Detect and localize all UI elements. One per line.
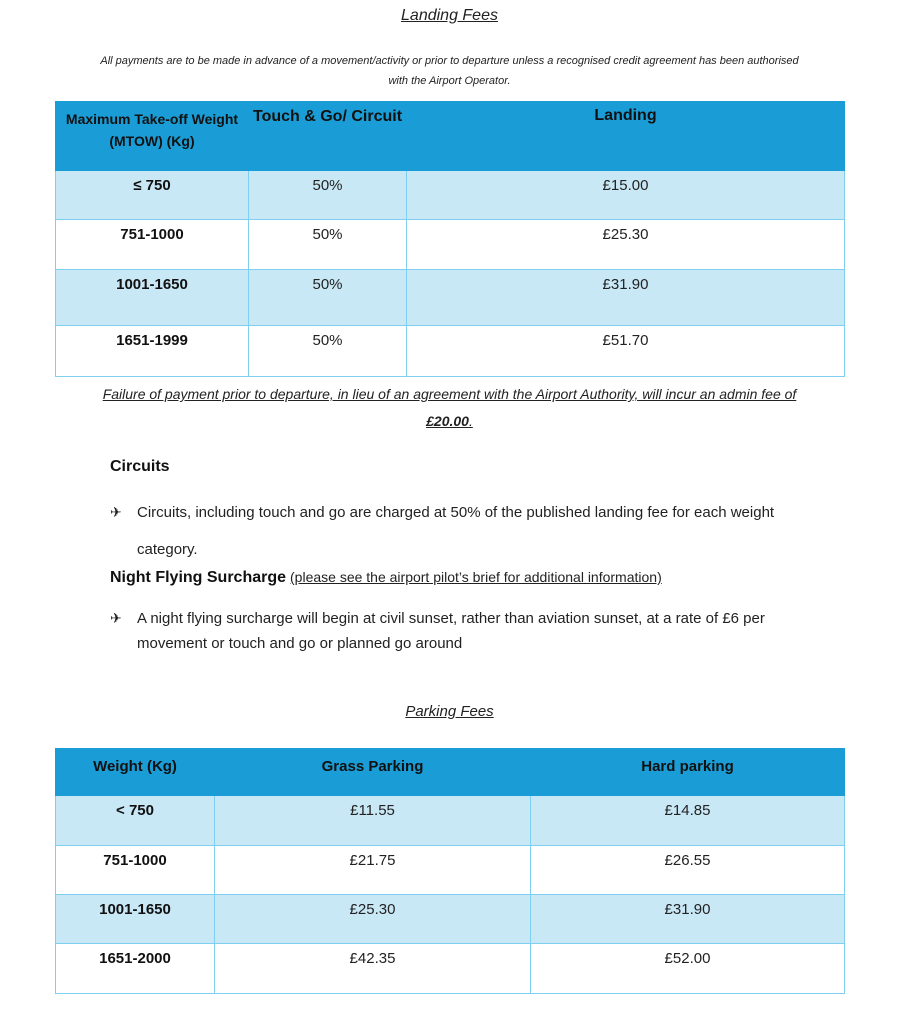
circuits-heading: Circuits [110, 458, 170, 475]
table-header-row [56, 102, 845, 171]
touch-go-cell: 50% [249, 270, 407, 326]
table-row [56, 796, 845, 846]
landing-cell: £15.00 [407, 171, 845, 220]
hard-cell: £14.85 [531, 796, 845, 846]
grass-cell: £42.35 [215, 944, 531, 994]
hard-cell: £26.55 [531, 846, 845, 895]
hard-cell: £52.00 [531, 944, 845, 994]
header-landing: Landing [407, 102, 845, 171]
admin-fee-amount: £20.00 [426, 413, 469, 429]
table-row [56, 270, 845, 326]
header-grass-parking: Grass Parking [215, 749, 531, 796]
weight-cell: < 750 [56, 796, 215, 846]
touch-go-cell: 50% [249, 171, 407, 220]
table-row [56, 326, 845, 377]
admin-fee-text: Failure of payment prior to departure, in lieu of an agreement with the Airport Authority, will incur an admin fee of [102, 386, 797, 402]
landing-fees-title: Landing Fees [401, 7, 498, 24]
header-weight: Weight (Kg) [56, 749, 215, 796]
admin-fee-end: . [468, 413, 473, 429]
header-hard-parking: Hard parking [531, 749, 845, 796]
grass-cell: £21.75 [215, 846, 531, 895]
night-flying-bullet [110, 606, 800, 656]
weight-cell: ≤ 750 [56, 171, 249, 220]
weight-cell: 1651-2000 [56, 944, 215, 994]
landing-cell: £51.70 [407, 326, 845, 377]
landing-cell: £31.90 [407, 270, 845, 326]
table-header-row [56, 749, 845, 796]
table-row [56, 846, 845, 895]
weight-cell: 751-1000 [56, 220, 249, 270]
grass-cell: £11.55 [215, 796, 531, 846]
night-flying-text: A night flying surcharge will begin at civil sunset, rather than aviation sunset, at a rate of £6 per movement or touch and go or planned go around [137, 610, 765, 652]
pilot-brief-note: (please see the airport pilot’s brief for additional information) [290, 569, 662, 585]
weight-cell: 751-1000 [56, 846, 215, 895]
circuits-text: Circuits, including touch and go are charged at 50% of the published landing fee for each weight category. [137, 504, 775, 558]
circuits-bullet [110, 494, 800, 568]
touch-go-cell: 50% [249, 220, 407, 270]
header-mtow: Maximum Take-off Weight (MTOW) (Kg) [56, 102, 249, 171]
airplane-icon: ✈ [110, 610, 122, 626]
admin-fee-notice [100, 381, 799, 435]
landing-cell: £25.30 [407, 220, 845, 270]
weight-cell: 1001-1650 [56, 895, 215, 944]
weight-cell: 1651-1999 [56, 326, 249, 377]
table-row [56, 171, 845, 220]
night-flying-heading [110, 569, 662, 587]
night-flying-title: Night Flying Surcharge [110, 569, 287, 586]
airplane-icon: ✈ [110, 504, 122, 520]
parking-fees-title: Parking Fees [405, 703, 494, 720]
header-touch-go: Touch & Go/ Circuit [249, 102, 407, 171]
weight-cell: 1001-1650 [56, 270, 249, 326]
grass-cell: £25.30 [215, 895, 531, 944]
hard-cell: £31.90 [531, 895, 845, 944]
parking-fees-table [55, 748, 845, 994]
touch-go-cell: 50% [249, 326, 407, 377]
landing-fees-table [55, 101, 845, 377]
table-row [56, 895, 845, 944]
table-row [56, 220, 845, 270]
table-row [56, 944, 845, 994]
payment-notice: All payments are to be made in advance of a movement/activity or prior to departure unless a recognised credit agreement has been authorised with the Airport Operator. [100, 55, 799, 87]
